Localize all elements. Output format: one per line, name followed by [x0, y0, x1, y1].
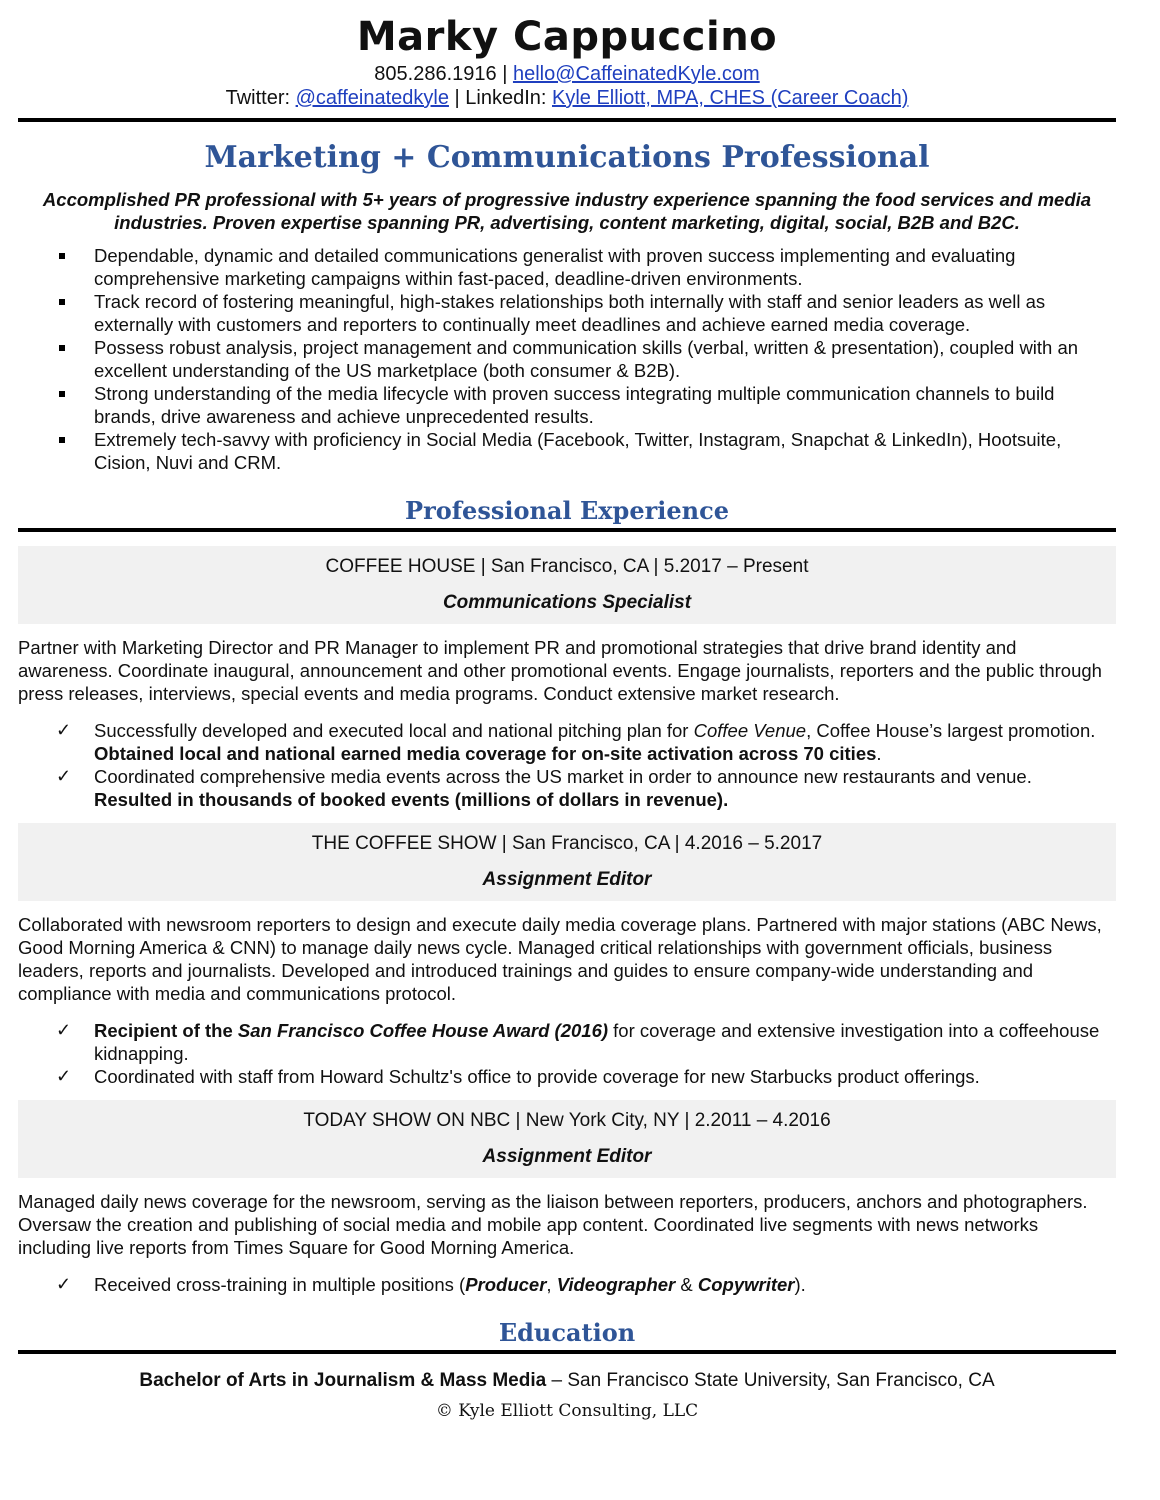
- candidate-name: Marky Cappuccino: [356, 14, 778, 60]
- experience-divider: [18, 528, 1116, 532]
- contact-separator: |: [496, 63, 513, 85]
- job-title: Assignment Editor: [482, 1146, 652, 1167]
- job-description: Partner with Marketing Director and PR Manager to implement PR and promotional strategies that drive brand identity and awareness. Coordinate inaugural, announcement and other promotional events. Engage journalists, reporters and the public through press releases, interviews, special events and media programs. Conduct extensive market research.: [18, 637, 1102, 704]
- degree: Bachelor of Arts in Journalism & Mass Media: [139, 1370, 547, 1391]
- square-bullet-icon: [59, 437, 65, 443]
- linkedin-label: | LinkedIn:: [448, 87, 552, 109]
- job-description: Managed daily news coverage for the newsroom, serving as the liaison between reporters, producers, anchors and photographers. Oversaw the creation and publishing of social media and mobile app content. Coordinated live segments with news networks including live reports from Times Square for Good Morning America.: [18, 1191, 1088, 1258]
- achievements-list: [18, 1273, 1116, 1296]
- contact-line-2: [18, 86, 1116, 110]
- contact-line-1: [18, 62, 1116, 86]
- job-company-line: THE COFFEE SHOW | San Francisco, CA | 4.2016 – 5.2017: [311, 833, 823, 854]
- job-title: Communications Specialist: [442, 592, 692, 613]
- job-header: [18, 823, 1116, 901]
- list-item: ✓ Received cross-training in multiple positions (Producer, Videographer & Copywriter).: [56, 1274, 806, 1295]
- experience-section-title: Professional Experience: [405, 496, 729, 525]
- list-item: ✓ Coordinated with staff from Howard Schultz's office to provide coverage for new Starbucks product offerings.: [56, 1066, 980, 1087]
- twitter-link[interactable]: @caffeinatedkyle: [295, 87, 449, 109]
- checkmark-icon: ✓: [56, 1066, 72, 1086]
- list-item: Track record of fostering meaningful, high-stakes relationships both internally with staff and senior leaders as well as externally with customers and reporters to continually meet deadlines and achieve earned media coverage.: [18, 290, 1116, 336]
- job-description: Collaborated with newsroom reporters to design and execute daily media coverage plans. Partnered with major stations (ABC News, Good Morning America & CNN) to manage daily news cycle. Managed critical relationships with government officials, business leaders, reports and journalists. Developed and introduced trainings and guides to ensure company-wide understanding and compliance with media and communications protocol.: [18, 914, 1102, 1004]
- school: – San Francisco State University, San Francisco, CA: [546, 1370, 995, 1391]
- checkmark-icon: ✓: [56, 720, 72, 740]
- list-item: Extremely tech-savvy with proficiency in Social Media (Facebook, Twitter, Instagram, Snapchat & LinkedIn), Hootsuite, Cision, Nuvi and CRM.: [18, 428, 1116, 474]
- job-company-line: COFFEE HOUSE | San Francisco, CA | 5.2017 – Present: [325, 556, 809, 577]
- job-header: [18, 546, 1116, 624]
- twitter-label: Twitter:: [225, 87, 296, 109]
- email-link[interactable]: hello@CaffeinatedKyle.com: [512, 63, 760, 85]
- square-bullet-icon: [59, 345, 65, 351]
- resume-page: [18, 0, 1116, 1424]
- headline: Marketing + Communications Professional: [204, 140, 930, 175]
- job-header: [18, 1100, 1116, 1178]
- header-divider: [18, 118, 1116, 122]
- checkmark-icon: ✓: [56, 1274, 72, 1294]
- achievements-list: [18, 1019, 1116, 1088]
- phone-number: 805.286.1916: [374, 63, 497, 85]
- list-item: Possess robust analysis, project management and communication skills (verbal, written & presentation), coupled with an excellent understanding of the US marketplace (both consumer & B2B).: [18, 336, 1116, 382]
- list-item: ✓ Recipient of the San Francisco Coffee House Award (2016) for coverage and extensive investigation into a coffeehouse kidnapping.: [56, 1020, 1100, 1064]
- square-bullet-icon: [59, 299, 65, 305]
- achievements-list: [18, 719, 1116, 811]
- list-item: Dependable, dynamic and detailed communications generalist with proven success implementing and evaluating comprehensive marketing campaigns within fast-paced, deadline-driven environments.: [18, 244, 1116, 290]
- checkmark-icon: ✓: [56, 1020, 72, 1040]
- checkmark-icon: ✓: [56, 766, 72, 786]
- job-title: Assignment Editor: [482, 869, 652, 890]
- list-item: Strong understanding of the media lifecycle with proven success integrating multiple communication channels to build brands, drive awareness and achieve unprecedented results.: [18, 382, 1116, 428]
- highlights-list: [18, 244, 1116, 474]
- education-section-title: Education: [498, 1318, 636, 1347]
- linkedin-link[interactable]: Kyle Elliott, MPA, CHES (Career Coach): [552, 87, 909, 109]
- job-company-line: TODAY SHOW ON NBC | New York City, NY | 2.2011 – 4.2016: [303, 1110, 831, 1131]
- summary: Accomplished PR professional with 5+ years of progressive industry experience spanning the food services and media industries. Proven expertise spanning PR, advertising, content marketing, digital, social, B2B and B2C.: [42, 189, 1092, 233]
- list-item: ✓ Successfully developed and executed local and national pitching plan for Coffee Venue, Coffee House’s largest promotion. Obtained local and national earned media coverage for on-site activation across 70 cities.: [56, 720, 1096, 764]
- education-entry: [18, 1368, 1116, 1394]
- square-bullet-icon: [59, 253, 65, 259]
- footer-copyright: © Kyle Elliott Consulting, LLC: [435, 1401, 699, 1421]
- education-divider: [18, 1350, 1116, 1354]
- list-item: ✓ Coordinated comprehensive media events across the US market in order to announce new restaurants and venue. Resulted in thousands of booked events (millions of dollars in revenue).: [56, 766, 1032, 810]
- square-bullet-icon: [59, 391, 65, 397]
